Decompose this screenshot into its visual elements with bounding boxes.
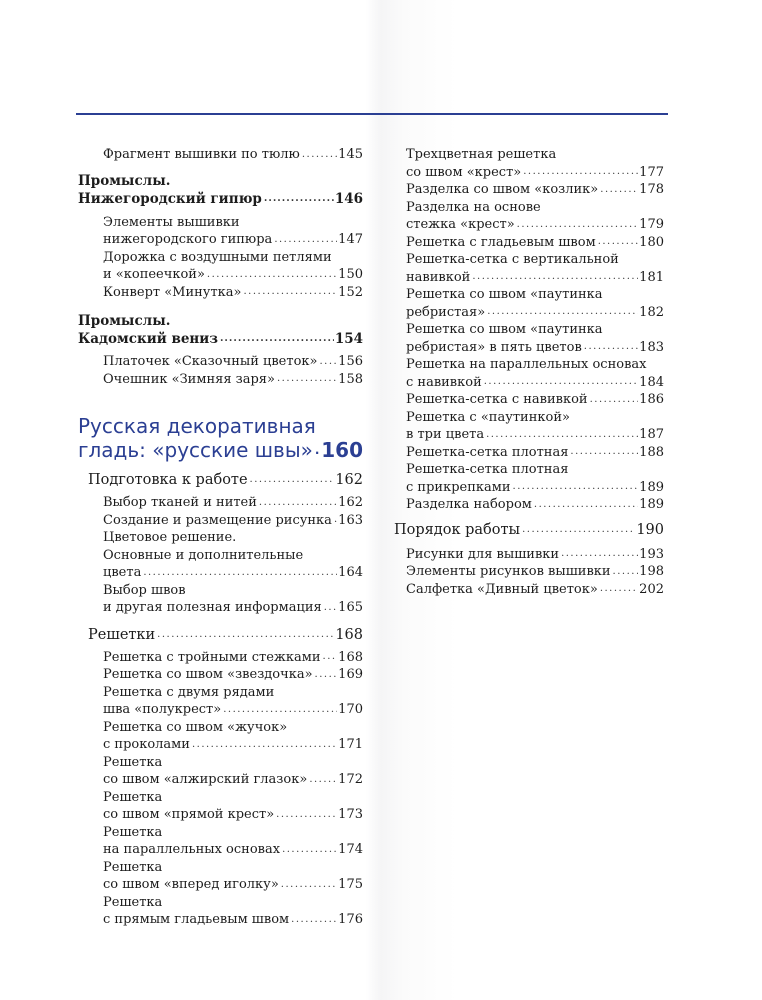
toc-entry-title: Фрагмент вышивки по тюлю — [103, 147, 300, 162]
toc-entry[interactable] — [103, 582, 363, 617]
toc-entry-title: Выбор тканей и нитей — [103, 495, 257, 510]
toc-leader — [513, 482, 639, 492]
toc-entry-title: стежка «крест» — [406, 217, 515, 232]
toc-entry-page: 170 — [338, 702, 363, 717]
toc-entry-title: Создание и размещение рисунка — [103, 512, 332, 528]
toc-entry-page: 183 — [639, 339, 664, 355]
toc-entry[interactable] — [406, 563, 664, 581]
toc-entry[interactable] — [406, 251, 664, 286]
toc-leader — [522, 525, 635, 535]
toc-entry[interactable] — [406, 391, 664, 409]
chapter-title: гладь: «русские швы» — [78, 438, 313, 462]
toc-entry-page: 152 — [338, 284, 363, 300]
toc-section-title-row — [78, 330, 363, 348]
toc-entry[interactable] — [103, 719, 363, 754]
toc-section-preparation[interactable] — [78, 470, 363, 490]
toc-entry-title: со швом «крест» — [406, 164, 522, 180]
toc-leader — [517, 220, 639, 230]
toc-entry-page: 171 — [338, 737, 363, 752]
toc-entry-line: Решетка — [103, 859, 163, 875]
toc-entry-title: Салфетка «Дивный цветок» — [406, 581, 598, 597]
toc-leader — [590, 395, 639, 405]
toc-section-title-row — [78, 190, 363, 208]
toc-entry-line: Решетка — [103, 789, 163, 805]
toc-entry[interactable] — [103, 894, 363, 929]
chapter-title-line: Русская декоративная — [78, 414, 316, 438]
toc-section-reshetki[interactable] — [78, 625, 363, 645]
toc-section-page: 154 — [334, 331, 363, 347]
toc-entry-line: Решетка с двумя рядами — [103, 684, 275, 700]
toc-entry-title: Разделка набором — [406, 497, 532, 512]
toc-entry-page: 184 — [639, 374, 664, 390]
toc-entry-title: Конверт «Минутка» — [103, 284, 242, 300]
toc-leader — [157, 630, 334, 640]
toc-entry-title: Разделка со швом «козлик» — [406, 182, 599, 197]
toc-section-nizhegorodsky[interactable] — [78, 172, 363, 208]
toc-leader — [274, 235, 337, 245]
toc-entry[interactable] — [103, 684, 363, 719]
toc-entry[interactable] — [103, 649, 363, 667]
toc-section-kadomsky[interactable] — [78, 312, 363, 348]
toc-section-title: Подготовка к работе — [88, 472, 248, 488]
toc-entry-page: 164 — [338, 565, 363, 580]
toc-leader — [487, 307, 638, 317]
toc-entry-title: Решетка-сетка плотная — [406, 444, 569, 460]
toc-entry-title: ребристая» — [406, 304, 486, 320]
toc-leader — [282, 845, 337, 855]
toc-leader — [143, 568, 337, 578]
toc-entry[interactable] — [103, 214, 363, 249]
toc-leader — [484, 377, 638, 387]
toc-leader — [207, 270, 337, 280]
toc-entry-page: 181 — [639, 269, 664, 285]
toc-leader — [523, 167, 638, 177]
toc-entry-title: и другая полезная информация — [103, 600, 322, 615]
toc-entry[interactable] — [406, 321, 664, 356]
toc-leader — [472, 272, 638, 282]
toc-entry[interactable] — [406, 181, 664, 199]
toc-entry-title: навивкой — [406, 269, 471, 285]
toc-leader — [486, 430, 638, 440]
toc-entry[interactable] — [103, 859, 363, 894]
toc-leader — [264, 194, 334, 204]
toc-leader — [323, 652, 338, 662]
toc-entry[interactable] — [406, 581, 664, 599]
toc-entry-page: 177 — [639, 164, 664, 180]
toc-entry-line: Решетка с «паутинкой» — [406, 409, 570, 425]
toc-entry-page: 202 — [639, 581, 664, 597]
toc-section-page: 190 — [636, 521, 664, 538]
toc-entry-line: Дорожка с воздушными петлями — [103, 249, 332, 265]
toc-entry[interactable] — [406, 546, 664, 564]
toc-entry-title: нижегородского гипюра — [103, 232, 273, 247]
toc-entry-page: 174 — [338, 842, 363, 857]
toc-entry[interactable] — [103, 249, 363, 284]
toc-entry-page: 187 — [639, 427, 664, 442]
toc-leader — [600, 584, 638, 594]
toc-entry[interactable] — [406, 409, 664, 444]
toc-section-title: Кадомский вениз — [78, 331, 218, 347]
toc-entry-page: 193 — [639, 546, 664, 562]
toc-leader — [302, 150, 337, 160]
toc-entry-title: на параллельных основах — [103, 842, 281, 857]
toc-entry-page: 188 — [639, 444, 664, 460]
toc-leader — [613, 567, 639, 577]
toc-entry[interactable] — [103, 789, 363, 824]
toc-entry[interactable] — [406, 199, 664, 234]
toc-leader — [600, 185, 638, 195]
toc-leader — [192, 740, 337, 750]
toc-entry[interactable] — [103, 353, 363, 371]
toc-leader — [315, 670, 338, 680]
toc-entry-page: 158 — [338, 371, 363, 387]
toc-entry[interactable] — [406, 234, 664, 252]
toc-leader — [324, 603, 337, 613]
toc-entry-title: с прямым гладьевым швом — [103, 912, 290, 927]
toc-entry[interactable] — [103, 824, 363, 859]
toc-entry[interactable] — [103, 529, 363, 582]
toc-entry[interactable] — [103, 284, 363, 302]
toc-entry[interactable] — [103, 146, 363, 164]
toc-leader — [281, 880, 337, 890]
toc-entry-page: 156 — [338, 354, 363, 369]
toc-entry-page: 189 — [639, 497, 664, 512]
toc-leader — [259, 498, 337, 508]
toc-entry-line: Основные и дополнительные — [103, 547, 304, 563]
toc-entry-title: в три цвета — [406, 427, 485, 442]
toc-entry-title: со швом «алжирский глазок» — [103, 772, 308, 787]
toc-leader — [315, 444, 320, 456]
toc-entry-line: Элементы вышивки — [103, 214, 240, 230]
toc-entry-title: цвета — [103, 565, 142, 580]
toc-leader — [598, 237, 638, 247]
toc-entry-title: Решетка с гладьевым швом — [406, 234, 596, 250]
toc-entry[interactable] — [103, 371, 363, 389]
toc-entry[interactable] — [406, 461, 664, 496]
toc-entry[interactable] — [103, 754, 363, 789]
toc-entry-title: ребристая» в пять цветов — [406, 339, 582, 355]
toc-entry-title: с навивкой — [406, 374, 482, 390]
toc-entry[interactable] — [406, 444, 664, 462]
toc-section-title: Нижегородский гипюр — [78, 190, 262, 207]
toc-entry-line: Решетка на параллельных основах — [406, 357, 647, 372]
toc-entry-page: 172 — [338, 772, 363, 787]
toc-entry-page: 162 — [338, 495, 363, 510]
toc-entry-title: с проколами — [103, 737, 190, 752]
toc-entry[interactable] — [103, 512, 363, 530]
toc-entry-page: 163 — [338, 512, 363, 528]
toc-section-order[interactable] — [394, 520, 664, 540]
toc-leader — [250, 475, 335, 485]
toc-entry-title: Решетка с тройными стежками — [103, 649, 321, 665]
toc-entry-title: и «копеечкой» — [103, 267, 205, 282]
toc-leader — [243, 287, 337, 297]
toc-entry-title: со швом «прямой крест» — [103, 807, 275, 822]
toc-entry[interactable] — [406, 356, 664, 391]
toc-leader — [291, 915, 337, 925]
toc-entry-page: 198 — [639, 564, 664, 579]
toc-entry-line: Цветовое решение. — [103, 530, 237, 545]
toc-entry-title: со швом «вперед иголку» — [103, 877, 279, 892]
toc-entry-page: 150 — [338, 267, 363, 282]
toc-leader — [277, 374, 337, 384]
toc-entry-line: Разделка на основе — [406, 199, 541, 215]
toc-entry-page: 173 — [338, 807, 363, 822]
toc-entry-title: Очешник «Зимняя заря» — [103, 371, 275, 387]
toc-entry-page: 145 — [338, 147, 363, 162]
chapter-page: 160 — [321, 438, 363, 462]
toc-entry-page: 178 — [639, 182, 664, 197]
toc-entry-title: Рисунки для вышивки — [406, 546, 560, 562]
toc-leader — [309, 775, 337, 785]
toc-section-title: Порядок работы — [394, 521, 521, 538]
toc-entry-line: Решетка — [103, 824, 163, 840]
toc-leader — [584, 342, 638, 352]
toc-leader — [334, 515, 337, 525]
toc-entry[interactable] — [103, 666, 363, 684]
toc-section-page: 146 — [334, 190, 363, 207]
toc-entry-title: с прикрепками — [406, 479, 511, 495]
toc-entry-line: Выбор швов — [103, 582, 186, 598]
toc-entry-line: Решетка со швом «паутинка — [406, 322, 603, 337]
toc-entry-line: Решетка со швом «паутинка — [406, 287, 603, 302]
toc-entry-line: Решетка-сетка плотная — [406, 462, 569, 477]
toc-entry-page: 186 — [639, 392, 664, 407]
top-rule — [76, 113, 668, 115]
toc-entry[interactable] — [406, 146, 664, 181]
toc-entry-page: 182 — [639, 304, 664, 320]
toc-entry-title: Решетка-сетка с навивкой — [406, 392, 588, 407]
toc-section-line: Промыслы. — [78, 313, 171, 329]
toc-entry-line: Трехцветная решетка — [406, 147, 557, 162]
toc-leader — [319, 357, 337, 367]
toc-entry[interactable] — [406, 496, 664, 514]
toc-entry-title: Решетка со швом «звездочка» — [103, 667, 313, 682]
toc-entry-title: шва «полукрест» — [103, 702, 222, 717]
toc-section-title: Решетки — [88, 626, 156, 643]
toc-leader — [276, 810, 337, 820]
toc-entry[interactable] — [406, 286, 664, 321]
toc-section-page: 162 — [335, 472, 363, 488]
toc-entry-page: 147 — [338, 232, 363, 247]
toc-section-page: 168 — [335, 626, 363, 643]
toc-entry-page: 189 — [639, 479, 664, 495]
toc-entry[interactable] — [103, 494, 363, 512]
toc-leader — [534, 500, 638, 510]
toc-entry-page: 180 — [639, 234, 664, 250]
toc-entry-line: Решетка — [103, 894, 163, 910]
toc-section-line: Промыслы. — [78, 172, 171, 189]
toc-leader — [561, 549, 638, 559]
toc-entry-title: Платочек «Сказочный цветок» — [103, 354, 318, 369]
toc-entry-line: Решетка-сетка с вертикальной — [406, 252, 619, 267]
toc-leader — [223, 705, 337, 715]
toc-chapter-heading[interactable] — [78, 414, 363, 462]
toc-entry-page: 175 — [338, 877, 363, 892]
toc-right-column — [394, 146, 664, 598]
toc-entry-page: 176 — [338, 912, 363, 927]
toc-left-column — [78, 146, 363, 929]
toc-entry-page: 179 — [639, 217, 664, 232]
toc-leader — [220, 334, 334, 344]
toc-entry-page: 169 — [338, 667, 363, 682]
toc-leader — [570, 447, 638, 457]
toc-entry-line: Решетка — [103, 754, 163, 770]
toc-entry-line: Решетка со швом «жучок» — [103, 719, 288, 735]
toc-entry-page: 168 — [338, 649, 363, 665]
toc-entry-page: 165 — [338, 600, 363, 615]
toc-entry-title: Элементы рисунков вышивки — [406, 564, 611, 579]
